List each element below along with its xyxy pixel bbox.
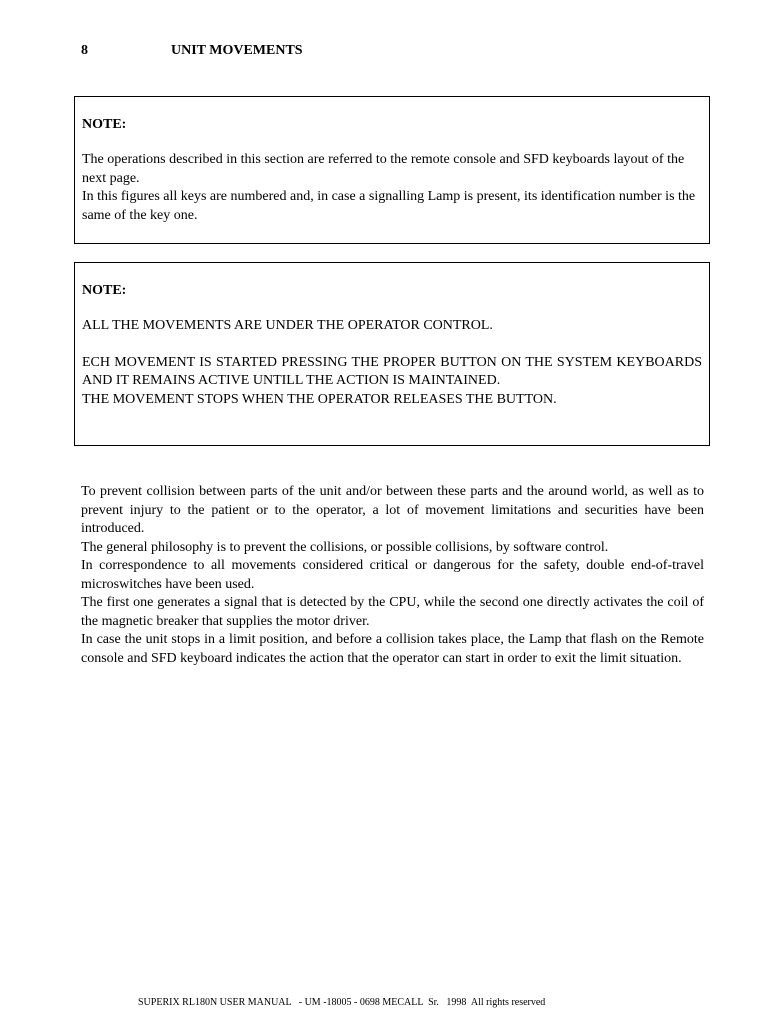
note-paragraph: ALL THE MOVEMENTS ARE UNDER THE OPERATOR CONTROL. — [82, 318, 493, 333]
body-paragraph: In case the unit stops in a limit position, and before a collision takes place, the Lamp that flash on the Remote console and SFD keyboard indicates the action that the operator can start in order to exit the limit situation. — [81, 632, 704, 666]
note-title: NOTE: — [82, 117, 127, 132]
body-paragraph: In correspondence to all movements considered critical or dangerous for the safety, double end-of-travel microswitches have been used. — [81, 558, 704, 592]
section-number: 8 — [81, 43, 88, 58]
note-paragraph: In this figures all keys are numbered and, in case a signalling Lamp is present, its identification number is the same of the key one. — [82, 189, 696, 223]
body-text — [81, 483, 704, 668]
body-paragraph: The general philosophy is to prevent the collisions, or possible collisions, by software control. — [81, 539, 609, 555]
note-title: NOTE: — [82, 283, 127, 298]
page-footer: SUPERIX RL180N USER MANUAL - UM -18005 - 0698 MECALL Sr. 1998 All rights reserved — [138, 997, 546, 1008]
note-box-operations — [74, 96, 710, 244]
note-paragraph: THE MOVEMENT STOPS WHEN THE OPERATOR RELEASES THE BUTTON. — [82, 391, 557, 407]
section-title: UNIT MOVEMENTS — [171, 43, 303, 58]
note-paragraph: The operations described in this section are referred to the remote console and SFD keyboards layout of the next page. — [82, 152, 685, 186]
note-paragraph: ECH MOVEMENT IS STARTED PRESSING THE PROPER BUTTON ON THE SYSTEM KEYBOARDS AND IT REMAINS ACTIVE UNTILL THE ACTION IS MAINTAINED. — [82, 354, 702, 388]
body-paragraph: To prevent collision between parts of the unit and/or between these parts and the around world, as well as to prevent injury to the patient or to the operator, a lot of movement limitations and securities have been introduced. — [81, 484, 704, 536]
note-box-movements — [74, 262, 710, 446]
section-heading — [81, 42, 303, 59]
body-paragraph: The first one generates a signal that is detected by the CPU, while the second one directly activates the coil of the magnetic breaker that supplies the motor driver. — [81, 595, 704, 629]
